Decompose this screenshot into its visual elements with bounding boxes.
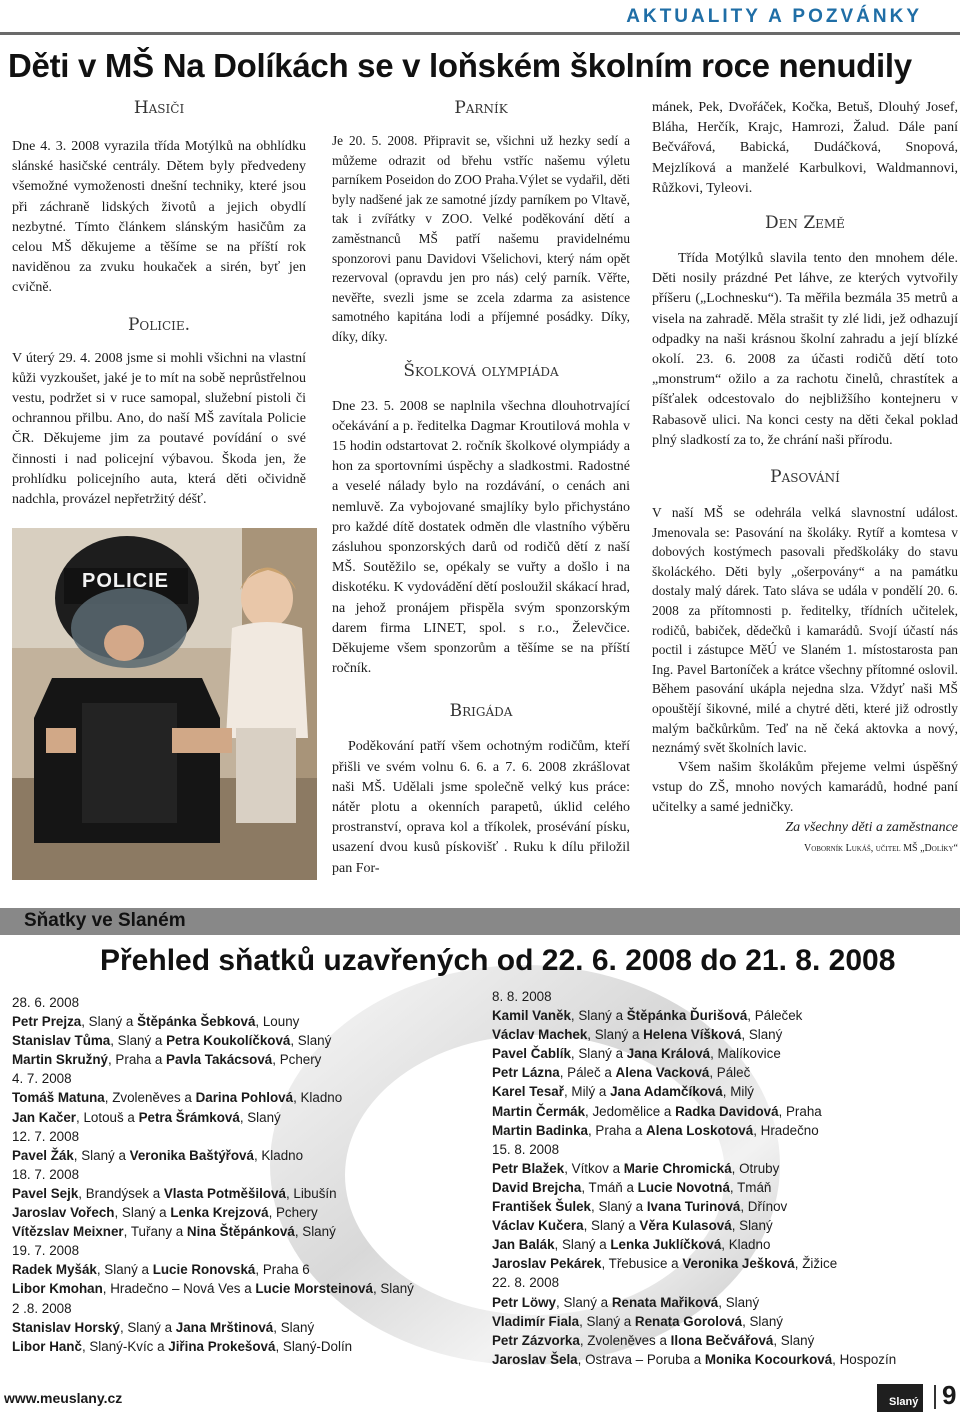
groom-name: Libor Hanč (12, 1338, 82, 1354)
groom-name: Václav Kučera (492, 1218, 584, 1234)
groom-town: , Slaný a (591, 1199, 647, 1215)
page-number: 9 (942, 1380, 957, 1410)
groom-town: , Slaný-Kvíc a (81, 1338, 169, 1354)
article-brigada: Poděkování patří všem ochotným rodičům, kteří přišli ve svém volnu 6. 6. a 7. 6. 2008 zkrášlovat naši MŠ. Udělali jsme společně velký kus práce: nátěr plotu a okenních parapetů, úklid celého prostranství, oprava kol a tříkolek, prosévání písku, usazení dvou kusů pískovišť . Ruku k dílu přiložil pan For- (332, 739, 630, 876)
bride-town: , Slaný (773, 1332, 815, 1348)
marriage-entry (12, 1088, 414, 1107)
bride-name: Marie Chromická (623, 1160, 732, 1176)
top-bar (0, 0, 960, 36)
marriage-date: 4. 7. 2008 (12, 1071, 72, 1087)
bride-town: , Kladno (293, 1090, 343, 1106)
bride-name: Lucie Ronovská (152, 1262, 256, 1278)
bride-name: Veronika Baštýřová (129, 1147, 254, 1163)
article-brigada-continued: mánek, Pek, Dvořáček, Kočka, Betuš, Dlouhý Josef, Bláha, Herčík, Krajc, Hamrozi, Žalud. Dále paní Bečvářová, Babická, Dudáčková, Snopová, Mejzlíková a manželé Karbulkovi, Waldmannovi, Růžkovi, Tyleovi. (652, 100, 958, 196)
groom-town: , Hradečno – Nová Ves a (102, 1281, 256, 1297)
groom-town: , Lotouš a (76, 1109, 139, 1125)
bride-name: Pavla Takácsová (166, 1052, 273, 1068)
bride-town: , Praha (778, 1103, 822, 1119)
bride-name: Štěpánka Šebková (137, 1014, 256, 1030)
groom-town: , Praha a (107, 1052, 167, 1068)
bride-town: , Slaný (372, 1281, 414, 1297)
groom-town: , Slaný a (114, 1205, 171, 1221)
groom-name: Petr Zázvorka (492, 1332, 580, 1348)
groom-town: , Slaný a (556, 1294, 612, 1310)
heading-hasici: Hasiči (133, 98, 185, 118)
groom-name: Vítězslav Meixner (12, 1224, 124, 1240)
marriage-entry (492, 1063, 896, 1082)
section-label: AKTUALITY A POZVÁNKY (626, 6, 922, 27)
marriage-entry (12, 1012, 414, 1031)
groom-town: , Slaný a (73, 1147, 130, 1163)
groom-town: , Zvoleněves a (579, 1332, 671, 1348)
groom-town: , Slaný a (570, 1008, 627, 1024)
bride-town: , Hospozín (832, 1351, 897, 1367)
groom-name: Pavel Žák (12, 1147, 74, 1163)
heading-den-zeme: Den Země (765, 213, 845, 234)
groom-town: , Slaný a (119, 1319, 176, 1335)
groom-name: Petr Blažek (492, 1160, 565, 1176)
marriage-entry (492, 1312, 896, 1331)
marriage-entry (492, 1044, 896, 1063)
groom-name: Stanislav Horský (12, 1319, 120, 1335)
byline: Voborník Lukáš, učitel MŠ „Dolíky“ (804, 842, 958, 854)
footer-url: www.meuslany.cz (4, 1390, 123, 1406)
groom-town: , Slaný a (96, 1262, 153, 1278)
groom-name: Kamil Vaněk (492, 1008, 571, 1024)
groom-town: , Slaný a (587, 1027, 644, 1043)
groom-town: , Slaný a (579, 1313, 635, 1329)
marriage-entry (492, 1121, 896, 1140)
marriage-date: 18. 7. 2008 (12, 1166, 80, 1182)
groom-name: Tomáš Matuna (12, 1090, 105, 1106)
groom-name: Jaroslav Pekárek (492, 1256, 602, 1272)
bride-town: , Slaný (718, 1294, 760, 1310)
groom-name: Libor Kmohan (12, 1281, 103, 1297)
bride-town: , Slaný (294, 1224, 336, 1240)
bride-name: Jana Adamčíková (610, 1084, 723, 1100)
groom-town: , Třebusice a (601, 1256, 683, 1272)
groom-name: Vladimír Fiala (492, 1313, 580, 1329)
bride-town: , Hradečno (753, 1122, 819, 1138)
bride-town: , Pchery (272, 1052, 322, 1068)
marriage-entry (492, 1197, 896, 1216)
marriage-date: 12. 7. 2008 (12, 1128, 80, 1144)
marriage-entry (12, 1279, 414, 1298)
marriage-date: 28. 6. 2008 (12, 995, 80, 1010)
groom-town: , Tuřany a (123, 1224, 187, 1240)
groom-town: , Praha a (587, 1122, 647, 1138)
groom-name: David Brejcha (492, 1179, 582, 1195)
marriage-entry (492, 1025, 896, 1044)
marriage-entry (12, 1146, 414, 1165)
marriages-title: Přehled sňatků uzavřených od 22. 6. 2008 do 21. 8. 2008 (100, 944, 896, 977)
bride-town: , Kladno (721, 1237, 771, 1253)
bride-town: , Slaný-Dolín (275, 1338, 353, 1354)
bride-name: Veronika Ješková (682, 1256, 795, 1272)
bride-name: Lenka Juklíčková (610, 1237, 722, 1253)
signature: Za všechny děti a zaměstnance (785, 820, 958, 836)
groom-town: , Slaný a (554, 1237, 611, 1253)
marriage-entry (12, 1184, 414, 1203)
heading-pasovani: Pasování (770, 467, 840, 488)
article-policie: V úterý 29. 4. 2008 jsme si mohli všichni na vlastní kůži vyzkoušet, jaké je to mít na sobě neprůstřelnou vestu, podržet si v ruce samopal, služební pistoli či ochrannou přilbu. Ano, do naší MŠ zavítala Policie ČR. Děkujeme jim za poutavé povídání o své činnosti i nad policejní výbavou. Škoda jen, že prohlídku policejního auta, která děti očividně nadchla, provázel nepřetržitý déšť. (12, 350, 306, 508)
marriage-entry (12, 1031, 414, 1050)
marriage-date: 22. 8. 2008 (492, 1275, 560, 1291)
bride-town: , Malíkovice (710, 1046, 781, 1062)
groom-name: Martin Čermák (492, 1103, 586, 1119)
marriages-list-left (12, 993, 414, 1356)
bride-name: Petra Šrámková (138, 1109, 240, 1125)
groom-name: Radek Myšák (12, 1262, 97, 1278)
groom-town: , Vítkov a (564, 1160, 624, 1176)
marriage-entry (492, 1331, 896, 1350)
bride-town: , Tmáň (729, 1179, 772, 1195)
bride-town: , Slaný (741, 1027, 783, 1043)
bride-town: , Páleč (709, 1065, 751, 1081)
groom-town: , Zvoleněves a (104, 1090, 196, 1106)
marriages-banner-label: Sňatky ve Slaném (24, 910, 186, 931)
footer-separator (934, 1385, 936, 1409)
bride-name: Vlasta Potměšilová (163, 1185, 286, 1201)
marriage-date: 2 .8. 2008 (12, 1300, 72, 1316)
marriage-entry (492, 1178, 896, 1197)
bride-town: , Dřínov (740, 1199, 788, 1215)
groom-town: , Slaný a (110, 1033, 167, 1049)
bride-name: Renata Gorolová (634, 1313, 743, 1329)
groom-name: Martin Badinka (492, 1122, 588, 1138)
groom-name: Jaroslav Vořech (12, 1205, 115, 1221)
bride-name: Jana Mrštinová (175, 1319, 274, 1335)
marriage-entry (12, 1108, 414, 1127)
column-2 (332, 96, 630, 879)
helmet-text: POLICIE (82, 570, 170, 592)
bride-town: , Pchery (268, 1205, 318, 1221)
bride-name: Nina Štěpánková (186, 1224, 295, 1240)
groom-town: , Tmáň a (581, 1179, 638, 1195)
groom-name: Karel Tesař (492, 1084, 564, 1100)
bride-name: Věra Kulasová (639, 1218, 732, 1234)
bride-name: Alena Loskotová (646, 1122, 754, 1138)
groom-town: , Páleč a (559, 1065, 616, 1081)
bride-name: Helena Víšková (643, 1027, 742, 1043)
marriage-entry (12, 1318, 414, 1337)
marriage-entry (492, 1216, 896, 1235)
groom-town: , Brandýsek a (78, 1185, 164, 1201)
heading-parnik: Parník (454, 98, 508, 118)
groom-name: Martin Skružný (12, 1052, 108, 1068)
town-logo (877, 1384, 923, 1412)
groom-name: Jan Balák (492, 1237, 555, 1253)
marriage-entry (492, 1293, 896, 1312)
article-den-zeme: Třída Motýlků slavila tento den mnohem déle. Děti nosily prázdné Pet láhve, ze kterých vytvořily příšeru („Lochnesku“). Ta měřila bezmála 35 metrů a visela na zahradě. Měla strašit ty zlé lidi, jež odhazují odpadky na naši krásnou školní zahradu a její blízké okolí. 23. 6. 2008 za účasti rodičů dětí toto „monstrum“ ožilo a za rachotu činelů, chrastítek a píšťalek odcestovalo do nejbližšího kontejneru v Rabasově ulici. Na konci cesty na děti čekal poklad plný sladkostí za to, že chrání naši přírodu. (652, 251, 958, 448)
marriage-entry (492, 1350, 896, 1369)
heading-olympiada: Školková olympiáda (403, 360, 559, 381)
marriage-entry (12, 1050, 414, 1069)
marriage-entry (492, 1006, 896, 1025)
marriage-entry (492, 1082, 896, 1101)
page-title: Děti v MŠ Na Dolíkách se v loňském školním roce nenudily (8, 47, 912, 84)
marriage-entry (12, 1222, 414, 1241)
groom-name: Petr Prejza (12, 1014, 82, 1030)
bride-name: Monika Kocourková (704, 1351, 833, 1367)
groom-name: František Šulek (492, 1199, 591, 1215)
bride-town: , Otruby (731, 1160, 780, 1176)
article-olympiada: Dne 23. 5. 2008 se naplnila všechna dlouhotrvající očekávání a p. ředitelka Dagmar Kroutilová mohla v 15 hodin odstartovat 2. ročník školkové olympiády a hon za sportovními úspěchy a sladkostmi. Radostné a veselé nálady bylo na rozdávání, o cenách ani nemluvě. Za vybojované smajlíky bylo přichystáno pro každé dítě dostatek odměn dle vlastního výběru zásluhou sponzorských darů od rodičů dětí z naší MŠ. Soutěžilo se, opékaly se vuřty a došlo i na diskotéku. K vydovádění dětí posloužil skákací hrad, na jehož pronájem přispěla svým sponzorským darem firma LINET, spol. s r.o., Želevčice. Děkujeme všem sponzorům a těšíme se na příští ročník. (332, 398, 630, 677)
bride-town: , Slaný (731, 1218, 773, 1234)
groom-name: Petr Lázna (492, 1065, 560, 1081)
groom-town: , Jedomělice a (585, 1103, 676, 1119)
bride-name: Jiřina Prokešová (168, 1338, 276, 1354)
bride-name: Radka Davidová (675, 1103, 779, 1119)
bride-town: , Louny (255, 1014, 300, 1030)
column-1 (12, 96, 306, 510)
bride-name: Lucie Morsteinová (255, 1281, 373, 1297)
groom-town: , Slaný a (583, 1218, 640, 1234)
marriage-entry (12, 1203, 414, 1222)
marriage-entry (492, 1254, 896, 1273)
groom-town: , Slaný a (81, 1014, 138, 1030)
logo-text: Slaný (889, 1396, 919, 1408)
marriage-entry (492, 1159, 896, 1178)
top-rule (0, 32, 960, 35)
marriage-date: 8. 8. 2008 (492, 989, 552, 1004)
bride-name: Alena Vacková (615, 1065, 710, 1081)
article-parnik: Je 20. 5. 2008. Připravit se, všichni už hezky sedí a můžeme odrazit od břehu vstříc našemu výletu parníkem Poseidon do ZOO Praha.Výlet se vydařil, děti byly nadšené jak ze samotné jízdy parníkem po Vltavě, tak i zvířátky v ZOO. Velké poděkování dětí a zaměstnanců MŠ patří našemu pravidelnému sponzorovi panu Davidovi Všelichovi, který nám opět rezervoval (opravdu jen pro nás) celý parník. Věřte, nevěřte, svezli jsme se zcela zdarma za asistence samotného kapitána lodi a příjemné posádky. Díky, díky, díky. (332, 133, 631, 344)
bride-name: Štěpánka Ďurišová (626, 1008, 748, 1024)
bride-town: , Páleček (747, 1008, 803, 1024)
article-pasovani: V naší MŠ se odehrála velká slavnostní událost. Jmenovala se: Pasování na školáky. Rytíř a komtesa v dobových kostýmech pasovali předškoláky do stavu školáckého. Děti byly „ošerpovány“ a na památku dostaly malý dárek. Tato sláva se udála v pondělí 20. 6. 2008 za přítomnosti p. ředitelky, třídních učitelek, rodičů, babiček, dědečků i kamarádů. Svojí účastí nás poctil i zástupce MěÚ ve Slaném 1. místostarosta pan Ing. Pavel Bartoníček a krátce všechny přítomné oslovil. Během pasování ukápla nejedna slza. Vždyť naši MŠ opouštějí šikovné, milé a chytré děti, které již odrostly malým bačkůrkům. Teď na ně čeká aktovka a nový, neznámý svět školních lavic. (652, 505, 958, 756)
column-3 (652, 98, 958, 859)
groom-name: Jan Kačer (12, 1109, 77, 1125)
bride-name: Renata Mařiková (611, 1294, 719, 1310)
groom-name: Pavel Sejk (12, 1185, 79, 1201)
groom-name: Pavel Čablík (492, 1046, 571, 1062)
marriages-list-right (492, 987, 896, 1369)
bride-town: , Milý (722, 1084, 754, 1100)
bride-town: , Libušín (285, 1185, 337, 1201)
marriage-entry (492, 1235, 896, 1254)
bride-name: Ivana Turinová (646, 1199, 741, 1215)
groom-name: Jaroslav Šela (492, 1351, 578, 1367)
heading-policie: Policie. (127, 314, 191, 335)
groom-name: Stanislav Tůma (12, 1033, 111, 1049)
bride-town: , Kladno (253, 1147, 304, 1163)
article-hasici: Dne 4. 3. 2008 vyrazila třída Motýlků na obhlídku slánské hasičské centrály. Dětem byly předvedeny všemožné vymoženosti dnešní techniky, které jsou při záchraně lidských životů a jejich obydlí nezbytné. Tímto článkem slánským hasičům za celou MŠ děkujeme a těšíme se na příští rok naviděnou za zvuku houkaček a sirén, byť jen cvičně. (12, 139, 306, 296)
photo-children-police-gear (12, 528, 317, 880)
bride-name: Lucie Novotná (637, 1179, 730, 1195)
bride-name: Petra Koukolíčková (166, 1033, 291, 1049)
bride-town: , Žižice (794, 1256, 838, 1272)
marriage-date: 19. 7. 2008 (12, 1243, 80, 1259)
bride-name: Jana Králová (626, 1046, 711, 1062)
groom-town: , Ostrava – Poruba a (577, 1351, 705, 1367)
bride-name: Ilona Bečvářová (670, 1332, 774, 1348)
bride-town: , Slaný (239, 1109, 281, 1125)
bride-town: , Slaný (742, 1313, 783, 1329)
marriage-entry (492, 1102, 896, 1121)
bride-town: , Slaný (290, 1033, 332, 1049)
article-wishes: Všem našim školákům přejeme velmi úspěšný vstup do ZŠ, mnoho nových kamarádů, hodné paní učitelky a samé jedničky. (652, 759, 958, 816)
groom-town: , Slaný a (570, 1046, 627, 1062)
groom-name: Václav Machek (492, 1027, 588, 1043)
heading-brigada: Brigáda (449, 701, 513, 722)
groom-name: Petr Löwy (492, 1294, 556, 1310)
marriage-entry (12, 1260, 414, 1279)
bride-town: , Praha 6 (255, 1262, 310, 1278)
bride-town: , Slaný (273, 1319, 315, 1335)
marriage-date: 15. 8. 2008 (492, 1141, 560, 1157)
bride-name: Darina Pohlová (195, 1090, 294, 1106)
groom-town: , Milý a (563, 1084, 611, 1100)
marriage-entry (12, 1337, 414, 1356)
bride-name: Lenka Krejzová (170, 1205, 269, 1221)
